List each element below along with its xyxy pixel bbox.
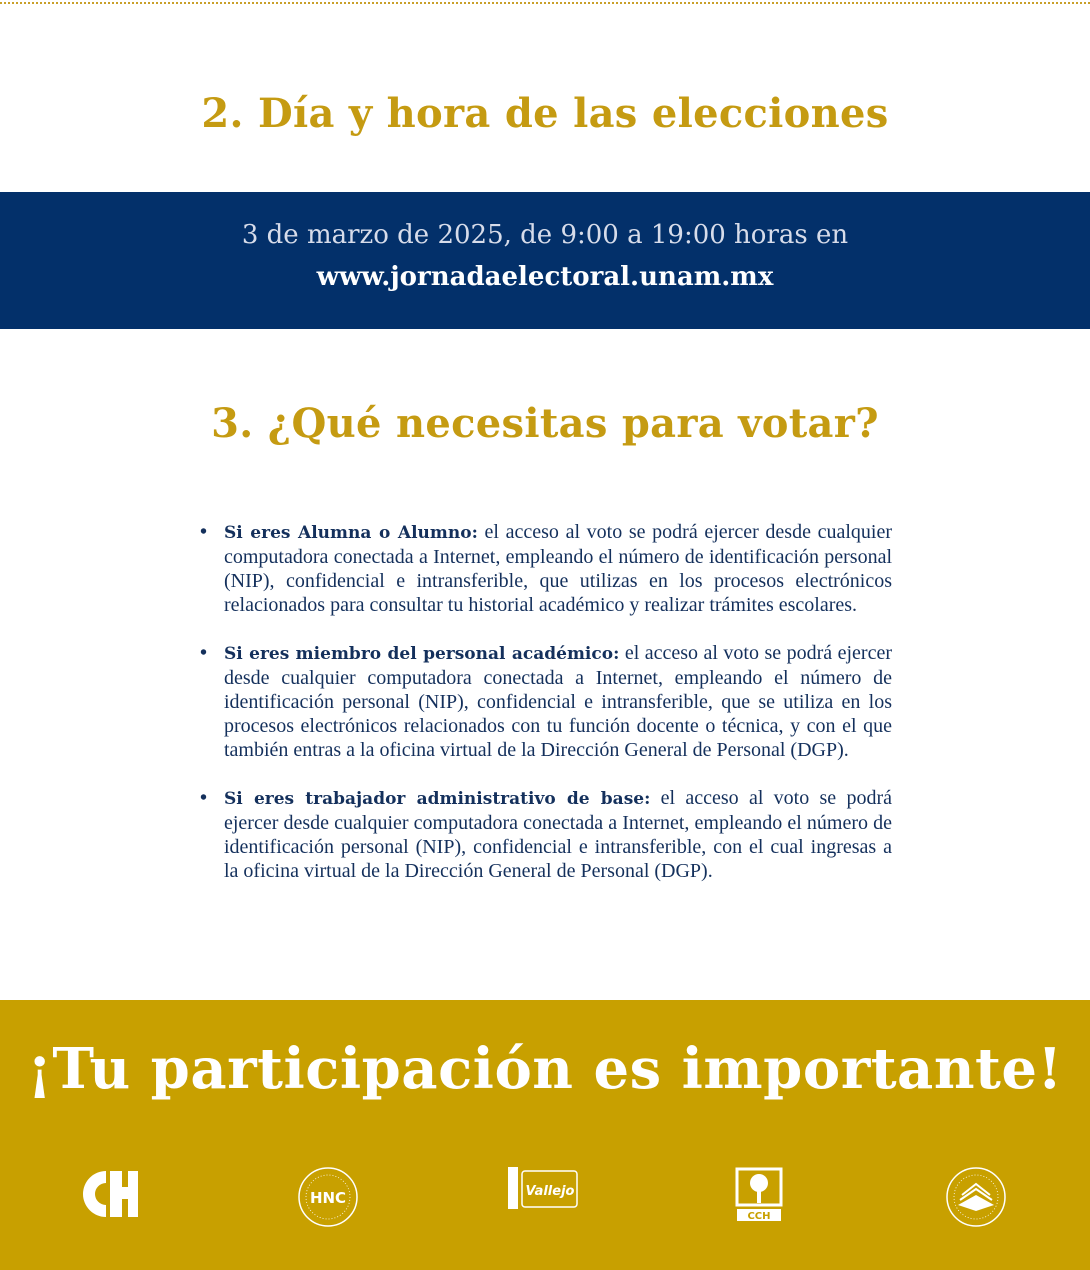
section-2-title: 2. Día y hora de las elecciones xyxy=(201,90,889,137)
svg-text:CCH: CCH xyxy=(747,1211,771,1222)
naucalpan-seal-logo-icon xyxy=(296,1165,360,1229)
bullet-icon: • xyxy=(200,521,208,543)
footer-band xyxy=(0,1000,1090,1270)
section-3-title: 3. ¿Qué necesitas para votar? xyxy=(211,400,879,447)
list-item xyxy=(200,786,892,883)
vallejo-logo-icon xyxy=(508,1165,580,1211)
oriente-tree-logo-icon xyxy=(735,1165,787,1223)
list-item xyxy=(200,641,892,762)
election-date-text: 3 de marzo de 2025, de 9:00 a 19:00 horas en xyxy=(241,220,849,250)
svg-text:Vallejo: Vallejo xyxy=(525,1184,575,1199)
requirements-list xyxy=(200,520,892,907)
bullet-icon: • xyxy=(200,642,208,664)
bullet-icon: • xyxy=(200,787,208,809)
item-text: el acceso al voto se podrá ejercer desde cualquier computadora conectada a Internet, empleando el número de identificación personal (NIP), confidencial e intransferible, con el cual ingresas a la oficina virtual de la Dirección General de Personal (DGP). xyxy=(224,787,893,882)
item-lead: Si eres Alumna o Alumno: xyxy=(224,523,478,543)
cch-logo-icon xyxy=(76,1165,140,1223)
svg-text:HNC: HNC xyxy=(309,1189,347,1207)
item-text: el acceso al voto se podrá ejercer desde cualquier computadora conectada a Internet, empleando el número de identificación personal (NIP), confidencial e intransferible, que se utiliza en los procesos electrónicos relacionados con tu función docente o técnica, y con el que también entras a la oficina virtual de la Dirección General de Personal (DGP). xyxy=(224,642,892,761)
item-lead: Si eres trabajador administrativo de base: xyxy=(224,789,651,809)
item-lead: Si eres miembro del personal académico: xyxy=(224,644,620,664)
top-dotted-rule xyxy=(0,2,1090,4)
election-date-band xyxy=(0,192,1090,329)
item-text: el acceso al voto se podrá ejercer desde cualquier computadora conectada a Internet, empleando el número de identificación personal (NIP), confidencial e intransferible, que utilizas en los procesos electrónicos relacionados para consultar tu historial académico y realizar trámites escolares. xyxy=(224,521,893,616)
sur-book-seal-logo-icon xyxy=(944,1165,1008,1229)
list-item xyxy=(200,520,892,617)
election-url-link[interactable]: www.jornadaelectoral.unam.mx xyxy=(316,262,774,292)
slogan-text: ¡Tu participación es importante! xyxy=(27,1036,1063,1102)
